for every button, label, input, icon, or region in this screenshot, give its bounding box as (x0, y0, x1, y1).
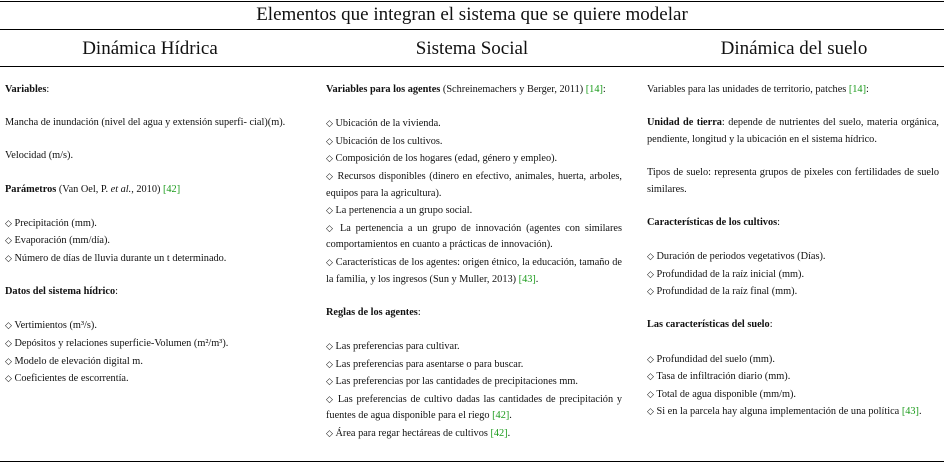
list-item: ◇ Recursos disponibles (dinero en efectivo, animales, huerta, arboles, equipos para la agricultura). (326, 170, 622, 199)
diamond-icon: ◇ (5, 252, 12, 263)
diamond-icon: ◇ (647, 406, 654, 417)
column-header-hidrica: Dinámica Hídrica (82, 38, 218, 59)
mancha-text: Mancha de inundación (nivel del agua y extensión superfi- cial)(m). (5, 117, 286, 129)
diamond-icon: ◇ (326, 393, 335, 404)
top-rule (0, 1, 944, 2)
unidad-tierra-text: Unidad de tierra: depende de nutrientes del suelo, materia orgánica, pendiente, longitud y la ubicación en el sistema hídrico. (647, 117, 939, 145)
citation-link[interactable]: [42] (490, 427, 508, 439)
velocidad-text: Velocidad (m/s). (5, 150, 74, 162)
diamond-icon: ◇ (5, 235, 12, 246)
list-item: ◇ La pertenencia a un grupo social. (326, 205, 473, 217)
diamond-icon: ◇ (326, 222, 336, 233)
list-item: ◇ Profundidad de la raíz final (mm). (647, 286, 798, 298)
cultivos-heading: Características de los cultivos: (647, 216, 780, 228)
citation-link[interactable]: [14] (585, 84, 603, 95)
diamond-icon: ◇ (647, 388, 654, 399)
list-item: ◇ Composición de los hogares (edad, género y empleo). (326, 153, 558, 165)
diamond-icon: ◇ (647, 268, 654, 279)
tipos-suelo-text: Tipos de suelo: representa grupos de pixeles con fertilidades de suelo similares. (647, 166, 939, 195)
list-item: ◇ Área para regar hectáreas de cultivos [42]. (326, 427, 511, 439)
list-item: ◇ Características de los agentes: origen étnico, la educación, tamaño de la familia, y los ingresos (Sun y Muller, 2013) [43]. (326, 256, 623, 285)
list-item: ◇ Profundidad del suelo (mm). (647, 353, 775, 365)
citation-link[interactable]: [42] (492, 410, 510, 422)
list-item: ◇ Total de agua disponible (mm/m). (647, 388, 796, 400)
diamond-icon: ◇ (326, 205, 333, 216)
citation-link[interactable]: [43] (518, 273, 536, 285)
column-social (326, 82, 622, 442)
list-item: ◇ Las preferencias para cultivar. (326, 340, 460, 352)
datos-heading: Datos del sistema hídrico: (5, 286, 118, 298)
caracteristicas-suelo-heading: Las características del suelo: (647, 319, 773, 331)
column-suelo (647, 82, 939, 421)
list-item: ◇ Tasa de infiltración diario (mm). (647, 371, 791, 383)
column-header-social: Sistema Social (415, 38, 529, 59)
list-item: ◇ Las preferencias de cultivo dadas las cantidades de precipitación y fuentes de agua disponible para el riego [42]. (326, 393, 622, 422)
suelo-intro: Variables para las unidades de territorio, patches [14]: (647, 84, 869, 95)
list-item: ◇ Coeficientes de escorrentía. (5, 373, 129, 385)
citation-link[interactable]: [42] (162, 183, 181, 195)
vars-agentes-heading: Variables para los agentes (Schreinemachers y Berger, 2011) [14]: (326, 84, 606, 95)
title-rule (0, 29, 944, 30)
variables-heading: Variables: (5, 84, 50, 95)
diamond-icon: ◇ (326, 170, 334, 181)
diamond-icon: ◇ (326, 118, 333, 129)
citation-link[interactable]: [14] (848, 84, 867, 95)
diamond-icon: ◇ (5, 217, 12, 228)
header-rule (0, 66, 944, 67)
list-item: ◇ Vertimientos (m³/s). (5, 320, 97, 332)
parametros-heading: Parámetros (Van Oel, P. et al., 2010) [42] (5, 183, 181, 195)
diamond-icon: ◇ (647, 250, 654, 261)
diamond-icon: ◇ (5, 337, 12, 348)
diamond-icon: ◇ (647, 371, 654, 382)
column-hidrica (5, 82, 298, 388)
list-item: ◇ Número de días de lluvia durante un t determinado. (5, 252, 227, 264)
diamond-icon: ◇ (326, 256, 334, 267)
list-item: ◇ Duración de periodos vegetativos (Días). (647, 250, 826, 262)
diamond-icon: ◇ (5, 373, 12, 384)
list-item: ◇ Precipitación (mm). (5, 217, 97, 229)
diamond-icon: ◇ (326, 427, 333, 438)
list-item: ◇ La pertenencia a un grupo de innovación (agentes con similares comportamientos en cuanto a prácticas de innovación). (326, 222, 623, 251)
column-header-suelo: Dinámica del suelo (720, 38, 868, 59)
diamond-icon: ◇ (5, 320, 12, 331)
list-item: ◇ Evaporación (mm/día). (5, 235, 110, 247)
diamond-icon: ◇ (647, 286, 654, 297)
diamond-icon: ◇ (326, 358, 333, 369)
diamond-icon: ◇ (5, 355, 12, 366)
diamond-icon: ◇ (326, 153, 333, 164)
list-item: ◇ Las preferencias para asentarse o para buscar. (326, 358, 524, 370)
diamond-icon: ◇ (326, 135, 333, 146)
reglas-heading: Reglas de los agentes: (326, 306, 421, 318)
diamond-icon: ◇ (326, 376, 333, 387)
list-item: ◇ Modelo de elevación digital m. (5, 355, 143, 367)
list-item: ◇ Ubicación de la vivienda. (326, 118, 441, 130)
table-title: Elementos que integran el sistema que se quiere modelar (256, 4, 688, 25)
list-item: ◇ Las preferencias por las cantidades de precipitaciones mm. (326, 376, 578, 388)
list-item: ◇ Profundidad de la raíz inicial (mm). (647, 268, 805, 280)
bottom-rule (0, 461, 944, 462)
citation-link[interactable]: [43] (901, 406, 919, 418)
list-item: ◇ Si en la parcela hay alguna implementación de una política [43]. (647, 406, 922, 418)
list-item: ◇ Ubicación de los cultivos. (326, 135, 443, 147)
diamond-icon: ◇ (326, 340, 333, 351)
list-item: ◇ Depósitos y relaciones superficie-Volumen (m²/m³). (5, 337, 229, 349)
diamond-icon: ◇ (647, 353, 654, 364)
